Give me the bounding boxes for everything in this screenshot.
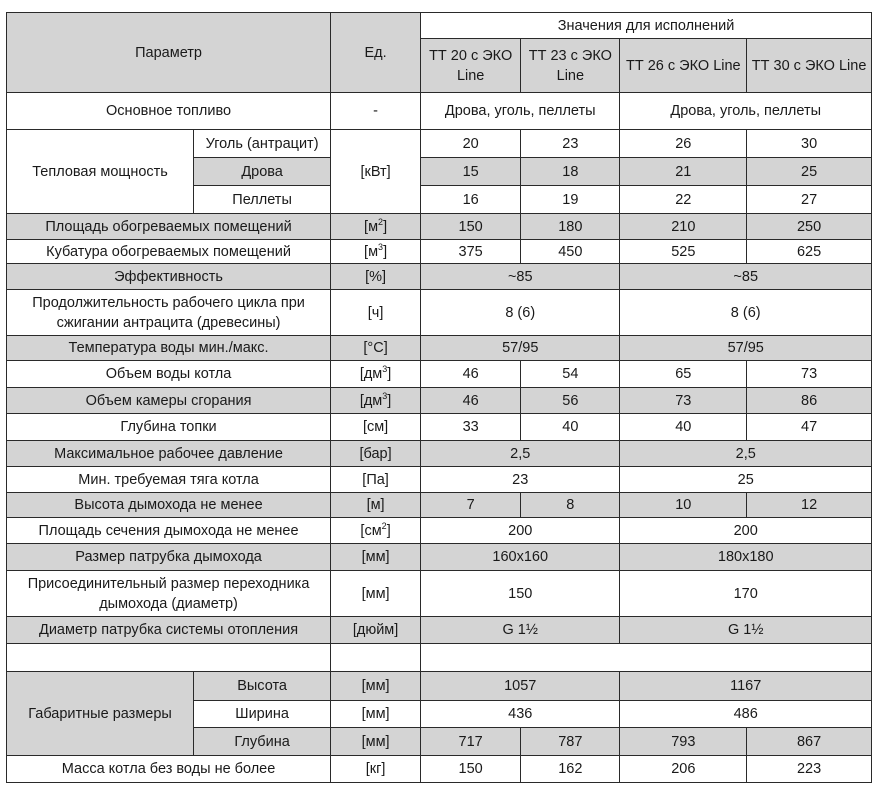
param-label: Площадь сечения дымохода не менее [7, 518, 331, 544]
unit-cell: $[дм^3]$ [331, 361, 421, 388]
value-group-a: 160x160 [421, 544, 620, 571]
unit-cell: [мм] [331, 571, 421, 617]
unit-cell: [мм] [331, 728, 421, 756]
sub-param-label: Глубина [194, 728, 331, 756]
model-tt26: ТТ 26 с ЭКО Line [620, 39, 747, 93]
row-empty [7, 644, 872, 672]
value-cell: 8 [521, 493, 620, 518]
row-mass [7, 756, 872, 783]
param-label: Максимальное рабочее давление [7, 441, 331, 467]
value-cell: 27 [747, 186, 872, 214]
value-cell: 46 [421, 388, 521, 414]
param-label: Продолжительность рабочего цикла при сжигании антрацита (древесины) [7, 290, 331, 336]
row-efficiency [7, 264, 872, 290]
value-group-b: G 1½ [620, 617, 872, 644]
sub-param-label: Ширина [194, 701, 331, 728]
sub-param-label: Уголь (антрацит) [194, 130, 331, 158]
value-cell: 150 [421, 214, 521, 240]
value-cell: 19 [521, 186, 620, 214]
value-cell: 15 [421, 158, 521, 186]
value-group-b: Дрова, уголь, пеллеты [620, 93, 872, 130]
value-cell: 22 [620, 186, 747, 214]
value-group-a: G 1½ [421, 617, 620, 644]
unit-cell: $[м^2]$ [331, 214, 421, 240]
value-cell: 180 [521, 214, 620, 240]
row-heating-pipe [7, 617, 872, 644]
value-cell: 25 [747, 158, 872, 186]
sub-param-label: Пеллеты [194, 186, 331, 214]
value-cell: 33 [421, 414, 521, 441]
value-cell: 150 [421, 756, 521, 783]
value-group-b: 2,5 [620, 441, 872, 467]
header-unit: Ед. [331, 13, 421, 93]
header-row [7, 13, 872, 39]
row-water-temp [7, 336, 872, 361]
param-label: Кубатура обогреваемых помещений [7, 240, 331, 264]
param-label: Высота дымохода не менее [7, 493, 331, 518]
param-label: Глубина топки [7, 414, 331, 441]
value-cell: 793 [620, 728, 747, 756]
param-label: Присоединительный размер переходника дымохода (диаметр) [7, 571, 331, 617]
value-group-a: 23 [421, 467, 620, 493]
value-group-b: 200 [620, 518, 872, 544]
unit-cell: [мм] [331, 544, 421, 571]
value-cell: 787 [521, 728, 620, 756]
unit-cell: [ч] [331, 290, 421, 336]
param-label: Габаритные размеры [7, 672, 194, 756]
row-area [7, 214, 872, 240]
value-cell: 450 [521, 240, 620, 264]
value-group-b: 180x180 [620, 544, 872, 571]
value-cell: 250 [747, 214, 872, 240]
param-label: Основное топливо [7, 93, 331, 130]
value-group-a: 436 [421, 701, 620, 728]
row-dims-height [7, 672, 872, 701]
row-draft [7, 467, 872, 493]
value-cell: 206 [620, 756, 747, 783]
value-group-a: 57/95 [421, 336, 620, 361]
empty-cell [421, 644, 872, 672]
param-label: Эффективность [7, 264, 331, 290]
row-pressure [7, 441, 872, 467]
value-cell: 23 [521, 130, 620, 158]
value-cell: 26 [620, 130, 747, 158]
unit-cell: $[дм^3]$ [331, 388, 421, 414]
unit-cell: [см] [331, 414, 421, 441]
value-group-a: 150 [421, 571, 620, 617]
value-group-a: 8 (6) [421, 290, 620, 336]
unit-cell: [мм] [331, 672, 421, 701]
value-cell: 717 [421, 728, 521, 756]
value-group-a: 1057 [421, 672, 620, 701]
unit-cell: [мм] [331, 701, 421, 728]
row-volume [7, 240, 872, 264]
value-group-b: 1167 [620, 672, 872, 701]
value-cell: 625 [747, 240, 872, 264]
param-label: Диаметр патрубка системы отопления [7, 617, 331, 644]
empty-cell [331, 644, 421, 672]
row-power-coal [7, 130, 872, 158]
value-group-a: 200 [421, 518, 620, 544]
unit-cell: [бар] [331, 441, 421, 467]
value-cell: 21 [620, 158, 747, 186]
row-chamber-volume [7, 388, 872, 414]
model-tt30: ТТ 30 с ЭКО Line [747, 39, 872, 93]
value-cell: 12 [747, 493, 872, 518]
unit-cell: [%] [331, 264, 421, 290]
model-tt23: ТТ 23 с ЭКО Line [521, 39, 620, 93]
row-water-volume [7, 361, 872, 388]
value-cell: 65 [620, 361, 747, 388]
value-cell: 18 [521, 158, 620, 186]
value-cell: 162 [521, 756, 620, 783]
value-cell: 20 [421, 130, 521, 158]
value-group-b: 486 [620, 701, 872, 728]
value-group-a: 2,5 [421, 441, 620, 467]
value-cell: 40 [620, 414, 747, 441]
unit-cell: $[см^2]$ [331, 518, 421, 544]
row-firebox-depth [7, 414, 872, 441]
unit-cell: [Па] [331, 467, 421, 493]
unit-cell: [дюйм] [331, 617, 421, 644]
param-label: Тепловая мощность [7, 130, 194, 214]
value-cell: 46 [421, 361, 521, 388]
value-cell: 30 [747, 130, 872, 158]
value-cell: 40 [521, 414, 620, 441]
unit-cell: [°C] [331, 336, 421, 361]
param-label: Температура воды мин./макс. [7, 336, 331, 361]
unit-cell: $[м^3]$ [331, 240, 421, 264]
row-chimney-height [7, 493, 872, 518]
value-cell: 86 [747, 388, 872, 414]
value-cell: 375 [421, 240, 521, 264]
row-cycle [7, 290, 872, 336]
unit-cell: [кг] [331, 756, 421, 783]
unit-cell: - [331, 93, 421, 130]
value-group-b: 8 (6) [620, 290, 872, 336]
sub-param-label: Высота [194, 672, 331, 701]
unit-cell: [м] [331, 493, 421, 518]
header-parameter: Параметр [7, 13, 331, 93]
value-group-b: ~85 [620, 264, 872, 290]
value-group-b: 170 [620, 571, 872, 617]
param-label: Размер патрубка дымохода [7, 544, 331, 571]
empty-cell [7, 644, 331, 672]
model-tt20: ТТ 20 с ЭКО Line [421, 39, 521, 93]
value-group-a: ~85 [421, 264, 620, 290]
specifications-table [6, 12, 872, 783]
row-fuel [7, 93, 872, 130]
value-cell: 47 [747, 414, 872, 441]
value-cell: 73 [620, 388, 747, 414]
sub-param-label: Дрова [194, 158, 331, 186]
value-cell: 16 [421, 186, 521, 214]
row-chimney-area [7, 518, 872, 544]
value-group-b: 57/95 [620, 336, 872, 361]
value-cell: 867 [747, 728, 872, 756]
value-cell: 56 [521, 388, 620, 414]
header-values-title: Значения для исполнений [421, 13, 872, 39]
value-cell: 10 [620, 493, 747, 518]
param-label: Объем воды котла [7, 361, 331, 388]
value-cell: 54 [521, 361, 620, 388]
param-label: Масса котла без воды не более [7, 756, 331, 783]
param-label: Площадь обогреваемых помещений [7, 214, 331, 240]
param-label: Мин. требуемая тяга котла [7, 467, 331, 493]
unit-cell: [кВт] [331, 130, 421, 214]
value-cell: 210 [620, 214, 747, 240]
value-cell: 525 [620, 240, 747, 264]
value-cell: 73 [747, 361, 872, 388]
value-group-b: 25 [620, 467, 872, 493]
param-label: Объем камеры сгорания [7, 388, 331, 414]
value-cell: 7 [421, 493, 521, 518]
value-group-a: Дрова, уголь, пеллеты [421, 93, 620, 130]
row-flue-size [7, 544, 872, 571]
value-cell: 223 [747, 756, 872, 783]
row-adapter [7, 571, 872, 617]
